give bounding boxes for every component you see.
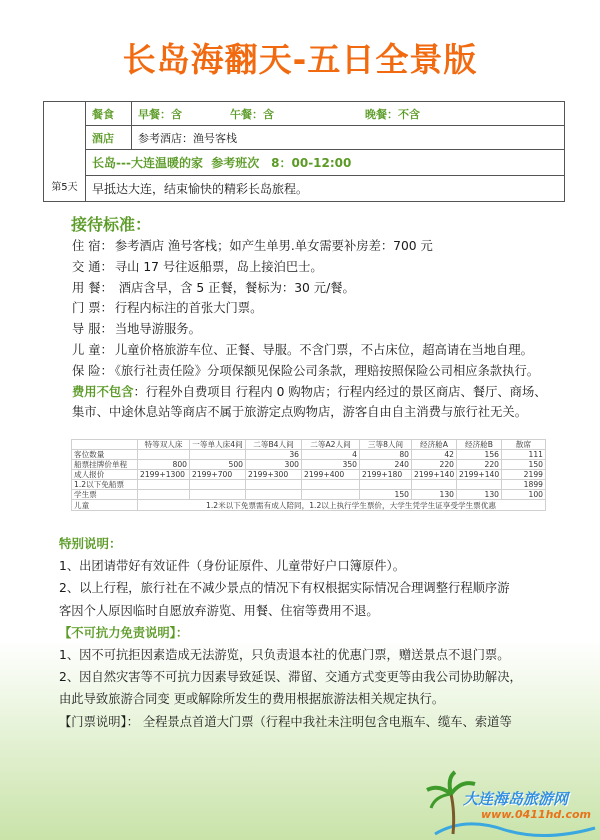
std-row-transport: 交 通： 寻山 17 号往返船票，岛上接泊巴士。 <box>72 259 323 274</box>
force-majeure-line: 1、因不可抗拒因素造成无法游览，只负责退本社的优惠门票，赠送景点不退门票。 <box>59 647 510 662</box>
hotel-value: 参考酒店：渔号客栈 <box>132 126 565 150</box>
std-row-exclusions-cont: 集市、中途休息站等商店不属于旅游定点购物店，游客自由自主消费与旅行社无关。 <box>72 405 527 420</box>
meals-label: 餐食 <box>86 102 132 126</box>
lunch-info: 午餐：含 <box>230 107 274 121</box>
route-text: 长岛---大连温暖的家 参考班次 <box>92 156 260 170</box>
table-row: 船票挂牌价单程 800 500 300 350 240 220 220 150 <box>72 460 546 470</box>
watermark-site-name: 大连海岛旅游网 <box>463 790 569 808</box>
std-row-insurance: 保 险： 《旅行社责任险》分项保额见保险公司条款，理赔按照保险公司相应条款执行。 <box>72 363 540 378</box>
force-majeure-title: 【不可抗力免责说明】： <box>59 625 189 640</box>
notes-section <box>59 533 579 733</box>
special-notes-title: 特别说明： <box>59 536 122 551</box>
std-row-exclusions: 费用不包含：行程外自费项目 行程内 0 购物店；行程内经过的景区商店、餐厅、商场、 <box>72 384 547 399</box>
day-label: 第5天 <box>44 102 86 202</box>
force-majeure-line: 2、因自然灾害等不可抗力因素导致延误、滞留、交通方式变更等由我公司协助解决， <box>59 670 522 685</box>
standards-title: 接待标准： <box>71 215 152 234</box>
table-row: 成人报价 2199+1300 2199+700 2199+300 2199+400 2199+180 2199+140 2199+140 2199 <box>72 470 546 480</box>
table-row: 客位数量 36 4 80 42 156 111 <box>72 450 546 460</box>
ticket-note-line: 【门票说明】： 全程景点首道大门票（行程中我社未注明包含电瓶车、缆车、索道等 <box>59 714 512 729</box>
std-row-meals: 用 餐： 酒店含早，含 5 正餐，餐标为：30 元/餐。 <box>72 280 355 295</box>
special-note-line: 客因个人原因临时自愿放弃游览、用餐、住宿等费用不退。 <box>59 603 379 618</box>
day-description: 早抵达大连，结束愉快的精彩长岛旅程。 <box>86 176 565 202</box>
page-title: 长岛海翻天-五日全景版 <box>122 40 478 79</box>
force-majeure-line: 由此导致旅游合同变 更或解除所发生的费用根据旅游法相关规定执行。 <box>59 692 445 707</box>
table-row: 学生票 150 130 130 100 <box>72 490 546 500</box>
std-row-lodging: 住 宿： 参考酒店 渔号客栈；如产生单男.单女需要补房差：700 元 <box>72 239 433 253</box>
table-row-child: 儿童 1.2米以下免票需有成人陪同，1.2以上执行学生票价，大学生凭学生证享受学生票优惠 <box>72 500 546 511</box>
price-header-row: 特等双人床 一等单人床4间 二等B4人间 二等A2人间 三等8人间 经济舱A 经济舱B 散席 <box>72 440 546 450</box>
price-table <box>71 439 546 511</box>
special-note-line: 1、出团请带好有效证件（身份证原件、儿童带好户口簿原件）。 <box>59 559 405 573</box>
day-itinerary-table <box>43 101 565 202</box>
meals-row <box>132 102 565 126</box>
std-row-children: 儿 童： 儿童价格旅游车位、正餐、导服。不含门票，不占床位，超高请在当地自理。 <box>72 342 533 357</box>
route-row <box>86 150 565 176</box>
site-watermark <box>425 768 600 840</box>
std-row-guide: 导 服： 当地导游服务。 <box>72 322 201 337</box>
dinner-info: 晚餐：不含 <box>365 107 420 121</box>
route-time: 8：00-12:00 <box>271 156 352 170</box>
hotel-label: 酒店 <box>86 126 132 150</box>
breakfast-info: 早餐：含 <box>138 107 182 121</box>
std-row-tickets: 门 票： 行程内标注的首张大门票。 <box>72 301 263 316</box>
table-row: 1.2以下免船票 1899 <box>72 480 546 490</box>
special-note-line: 2、以上行程，旅行社在不减少景点的情况下有权根据实际情况合理调整行程顺序游 <box>59 581 510 596</box>
watermark-url: www.0411hd.com <box>481 808 591 821</box>
standards-list <box>72 236 572 423</box>
